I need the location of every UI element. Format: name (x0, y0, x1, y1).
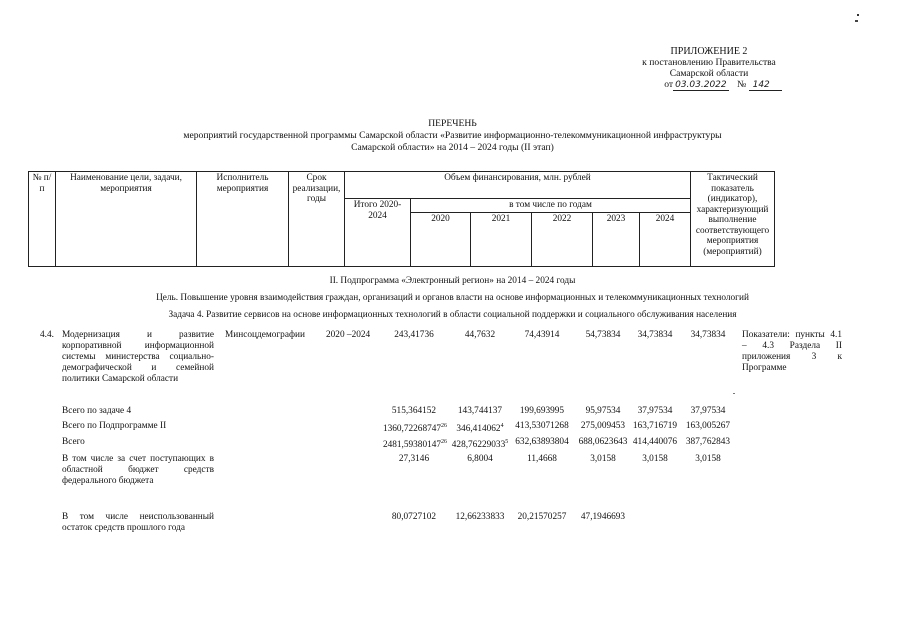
header-executor: Исполнитель мероприятия (197, 172, 289, 267)
row-name: В том числе за счет поступающих в областной бюджет средств федерального бюджета (62, 454, 214, 486)
subprogram-heading: II. Подпрограмма «Электронный регион» на 2014 – 2024 годы (329, 276, 576, 286)
row-total: 243,41736 (394, 330, 434, 340)
header-name: Наименование цели, задачи, мероприятия (56, 172, 197, 267)
row-total: 515,364152 (391, 406, 437, 416)
row-2021: 11,4668 (527, 454, 557, 464)
header-year: 2021 (471, 212, 532, 266)
row-term: 2020 –2024 (326, 330, 371, 340)
row-name: Всего по задаче 4 (62, 406, 132, 416)
row-2020: 346,414062$^4$ (456, 423, 504, 435)
row-2022: 3,0158 (590, 454, 616, 464)
row-2020: 428,76229033$^5$ (451, 439, 509, 451)
row-name: Всего (62, 437, 85, 447)
row-2023: 37,97534 (637, 406, 673, 416)
goal-heading: Цель. Повышение уровня взаимодействия граждан, организаций и органов власти на основе информационных и телекоммуникационных технологий (156, 293, 749, 303)
row-2022: 47,1946693 (580, 512, 626, 522)
row-2022: 95,97534 (585, 406, 621, 416)
appendix-title: ПРИЛОЖЕНИЕ 2 (670, 46, 748, 57)
row-2020: 143,744137 (457, 406, 503, 416)
number-prefix: № (737, 79, 747, 90)
row-total: 80,0727102 (391, 512, 437, 522)
row-2022: 275,009453 (580, 421, 626, 431)
appendix-line3: Самарской области (669, 68, 749, 79)
row-2023: 3,0158 (642, 454, 668, 464)
header-year: 2023 (593, 212, 640, 266)
header-by-year: в том числе по годам (411, 199, 691, 213)
row-total: 27,3146 (398, 454, 430, 464)
header-indicator: Тактический показатель (индикатор), характеризующий выполнение соответствующего мероприятия (мероприятий) (691, 172, 775, 267)
appendix-line2: к постановлению Правительства (642, 57, 776, 68)
row-indicator: Показатели: пункты 4.1 – 4.3 Раздела II приложения 3 к Программе (742, 330, 842, 373)
header-total: Итого 2020-2024 (345, 199, 411, 267)
row-2020: 44,7632 (464, 330, 496, 340)
header-year: 2022 (532, 212, 593, 266)
title-line2: Самарской области» на 2014 – 2024 годы (II этап) (351, 142, 554, 153)
row-2023: 414,440076 (632, 437, 678, 447)
row-total: 2481,59380147$^{26}$ (382, 439, 448, 451)
header-year: 2024 (640, 212, 691, 266)
row-2021: 199,693995 (519, 406, 565, 416)
row-name: Всего по Подпрограмме II (62, 421, 167, 431)
row-name: В том числе неиспользованный остаток средств прошлого года (62, 512, 214, 533)
row-2021: 20,21570257 (517, 512, 567, 522)
scan-speck (733, 393, 735, 394)
row-2021: 632,63893804 (515, 437, 569, 447)
appendix-date: 03.03.2022 (675, 80, 727, 90)
header-number: № п/п (29, 172, 56, 267)
row-2023: 163,716719 (632, 421, 678, 431)
row-executor: Минсоцдемографии (225, 330, 305, 340)
title-line1: мероприятий государственной программы Самарской области «Развитие информационно-телекоммуникационной инфраструктуры (183, 130, 722, 141)
appendix-number: 142 (749, 80, 782, 91)
header-year: 2020 (411, 212, 471, 266)
header-term: Срок реализации, годы (289, 172, 345, 267)
appendix-block (599, 46, 819, 91)
row-2022: 54,73834 (585, 330, 621, 340)
date-prefix: от (664, 79, 674, 90)
row-name: Модернизация и развитие корпоративной информационной системы министерства социально-демографической и семейной политики Самарской области (62, 330, 214, 384)
row-2024: 163,005267 (685, 421, 731, 431)
row-2021: 413,53071268 (515, 421, 569, 431)
row-2024: 387,762843 (685, 437, 731, 447)
row-2020: 6,8004 (467, 454, 493, 464)
row-2024: 3,0158 (695, 454, 721, 464)
table-header (28, 171, 775, 267)
row-total: 1360,72268747$^{26}$ (382, 423, 448, 435)
task-heading: Задача 4. Развитие сервисов на основе информационных технологий в области социальной поддержки и социального обслуживания населения (168, 310, 737, 320)
row-2024: 37,97534 (690, 406, 726, 416)
scan-speck (855, 20, 858, 22)
row-2021: 74,43914 (524, 330, 560, 340)
header-financing: Объем финансирования, млн. рублей (345, 172, 691, 199)
appendix-date-line (627, 79, 819, 91)
title-heading: ПЕРЕЧЕНЬ (428, 118, 477, 129)
document-title (0, 118, 905, 154)
scan-speck (857, 14, 859, 16)
row-2024: 34,73834 (690, 330, 726, 340)
row-number: 4.4. (40, 330, 54, 340)
row-2023: 34,73834 (637, 330, 673, 340)
row-2020: 12,66233833 (455, 512, 505, 522)
row-2022: 688,0623643 (578, 437, 628, 447)
